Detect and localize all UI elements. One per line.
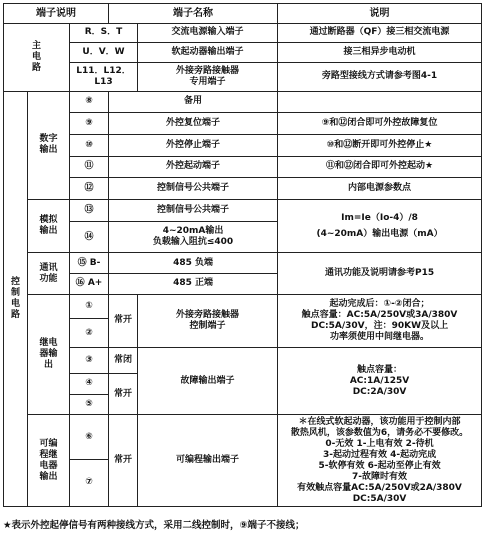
- table-header-row: [4, 4, 482, 24]
- analog-num-13: ⑬: [70, 199, 109, 222]
- digital-desc-10: ⑩和⑫断开即可外控停止★: [278, 134, 482, 156]
- main-row-2: [4, 43, 482, 63]
- relay-row-1: [4, 294, 482, 319]
- digital-row-8: [4, 91, 482, 113]
- digital-row-12: [4, 178, 482, 200]
- analog-row-13: [4, 199, 482, 222]
- prog-group-label: 可编 程继 电器 输出: [28, 415, 70, 507]
- digital-num-10: ⑩: [70, 134, 109, 156]
- main-circuit-label: 主 电 路: [4, 23, 70, 91]
- main-name-1: 交流电源输入端子: [138, 23, 278, 43]
- relay-desc-2: 触点容量： AC:1A/125V DC:2A/30V: [278, 348, 482, 415]
- prog-num-7: ⑦: [70, 459, 109, 506]
- main-name-2: 软起动器输出端子: [138, 43, 278, 63]
- main-name-3: 外接旁路接触器 专用端子: [138, 62, 278, 91]
- relay-group-label: 继电 器输 出: [28, 294, 70, 415]
- prog-row-6: [4, 415, 482, 460]
- analog-desc: Im=Ie（Io-4）/8 (4~20mA）输出电源（mA）: [278, 199, 482, 253]
- digital-group-label: 数字 输出: [28, 91, 70, 199]
- comm-row-15: [4, 253, 482, 274]
- analog-group-label: 模拟 输出: [28, 199, 70, 253]
- digital-name-11: 外控起动端子: [109, 156, 278, 178]
- digital-desc-8: [278, 91, 482, 113]
- relay-name-1: 外接旁路接触器 控制端子: [138, 294, 278, 348]
- relay-num-3: ③: [70, 348, 109, 374]
- analog-name-13: 控制信号公共端子: [109, 199, 278, 222]
- main-code-2: U．V．W: [70, 43, 138, 63]
- digital-row-11: [4, 156, 482, 178]
- digital-num-11: ⑪: [70, 156, 109, 178]
- analog-name-14: 4~20mA输出 负载输入阻抗≤400: [109, 222, 278, 253]
- main-code-1: R．S．T: [70, 23, 138, 43]
- digital-row-9: [4, 113, 482, 135]
- relay-contact-no-2: 常开: [109, 373, 138, 414]
- digital-name-9: 外控复位端子: [109, 113, 278, 135]
- digital-num-9: ⑨: [70, 113, 109, 135]
- digital-desc-11: ⑪和⑫闭合即可外控起动★: [278, 156, 482, 178]
- comm-name-16: 485 正端: [109, 274, 278, 295]
- prog-desc: ＊在线式软起动器，该功能用于控制内部 散热风机，该参数值为6，请务必不要修改。 0-无效 1-上电有效 2-待机 3-起动过程有效 4-起动完成 5-软停有效 6-起动至停止有效 7-故障时有效 有效触点容量AC:5A/250V或2A/380V DC:5A/30V: [278, 415, 482, 507]
- digital-num-12: ⑫: [70, 178, 109, 200]
- footnote: ★表示外控起停信号有两种接线方式，采用二线控制时，⑨端子不接线；: [3, 520, 305, 531]
- main-desc-2: 接三相异步电动机: [278, 43, 482, 63]
- digital-desc-9: ⑨和⑫闭合即可外控故障复位: [278, 113, 482, 135]
- digital-num-8: ⑧: [70, 91, 109, 113]
- comm-name-15: 485 负端: [109, 253, 278, 274]
- relay-row-3: [4, 348, 482, 374]
- relay-contact-no-1: 常开: [109, 294, 138, 348]
- comm-terminal-16: ⑯ A+: [70, 274, 109, 295]
- analog-num-14: ⑭: [70, 222, 109, 253]
- relay-num-5: ⑤: [70, 394, 109, 415]
- digital-row-10: [4, 134, 482, 156]
- relay-desc-1: 起动完成后：①-②闭合； 触点容量：AC:5A/250V或3A/380V DC:5A/30V，注：90KW及以上 功率须使用中间继电器。: [278, 294, 482, 348]
- terminal-table: [3, 3, 482, 507]
- header-terminal-desc: 端子说明: [4, 4, 109, 24]
- relay-num-2: ②: [70, 319, 109, 348]
- main-desc-3: 旁路型接线方式请参考图4-1: [278, 62, 482, 91]
- control-circuit-label: 控 制 电 路: [4, 91, 28, 506]
- relay-num-4: ④: [70, 373, 109, 394]
- main-code-3: L11．L12．L13: [70, 62, 138, 91]
- header-description: 说明: [278, 4, 482, 24]
- header-terminal-name: 端子名称: [109, 4, 278, 24]
- prog-contact: 常开: [109, 415, 138, 507]
- comm-desc: 通讯功能及说明请参考P15: [278, 253, 482, 294]
- main-desc-1: 通过断路器（QF）接三相交流电源: [278, 23, 482, 43]
- digital-name-10: 外控停止端子: [109, 134, 278, 156]
- main-row-3: [4, 62, 482, 91]
- comm-terminal-15: ⑮ B-: [70, 253, 109, 274]
- comm-group-label: 通讯 功能: [28, 253, 70, 294]
- digital-name-12: 控制信号公共端子: [109, 178, 278, 200]
- main-row-1: [4, 23, 482, 43]
- prog-num-6: ⑥: [70, 415, 109, 460]
- relay-num-1: ①: [70, 294, 109, 319]
- digital-desc-12: 内部电源参数点: [278, 178, 482, 200]
- relay-name-2: 故障输出端子: [138, 348, 278, 415]
- relay-contact-nc: 常闭: [109, 348, 138, 374]
- digital-name-8: 备用: [109, 91, 278, 113]
- prog-name: 可编程输出端子: [138, 415, 278, 507]
